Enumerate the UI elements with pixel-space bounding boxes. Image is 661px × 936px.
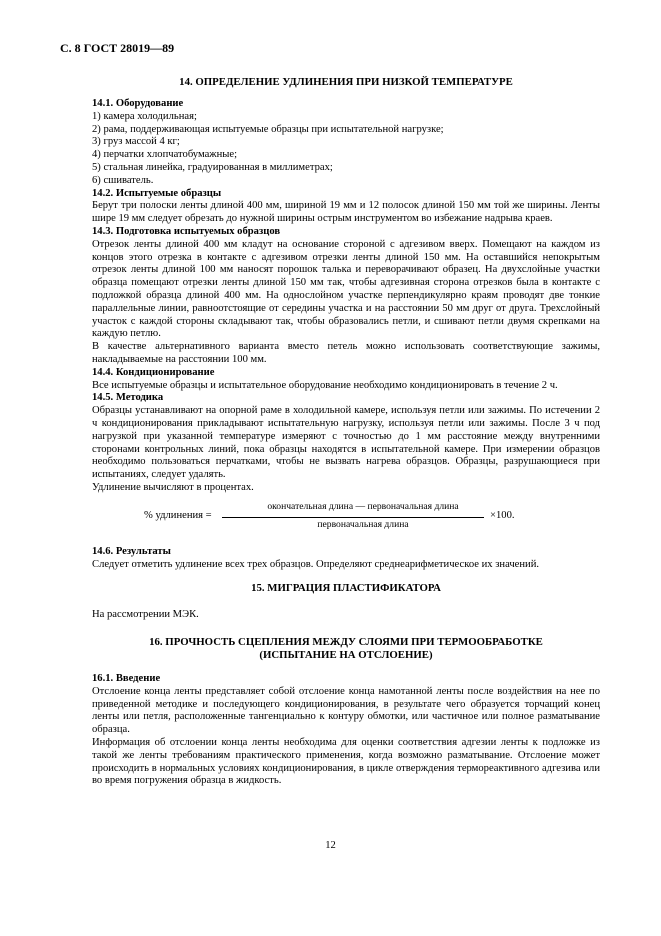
paragraph: Берут три полоски ленты длиной 400 мм, шириной 19 мм и 12 полосок длиной 150 мм той же ширины. Ленты шире 19 мм следует обрезать до нужной ширины острым инструментом во избежание надрыва краев. <box>92 200 600 225</box>
formula-lhs: % удлинения = <box>144 509 212 521</box>
section-16-title-line1: 16. ПРОЧНОСТЬ СЦЕПЛЕНИЯ МЕЖДУ СЛОЯМИ ПРИ ТЕРМООБРАБОТКЕ <box>149 636 543 649</box>
list-item: 5) стальная линейка, градуированная в миллиметрах; <box>92 161 333 173</box>
subsection-14-3-title: 14.3. Подготовка испытуемых образцов <box>92 225 281 237</box>
subsection-14-4-title: 14.4. Кондиционирование <box>92 366 215 378</box>
list-item: 4) перчатки хлопчатобумажные; <box>92 149 238 161</box>
subsection-16-1-title: 16.1. Введение <box>92 673 161 685</box>
subsection-14-6-title: 14.6. Результаты <box>92 545 171 557</box>
section-16-title-line2: (ИСПЫТАНИЕ НА ОТСЛОЕНИЕ) <box>259 649 433 662</box>
paragraph: Образцы устанавливают на опорной раме в холодильной камере, используя петли или зажимы. По истечении 2 ч кондиционирования прикладывают испытательную нагрузку, используя петли или зажимы. После 3 ч под нагрузкой при указанной температуре измеряют с точностью до 1 мм расстояние между внутренними сторонами контрольных линий, пока образцы находятся в испытательной камере. При измерении образцов необходимо пользоваться перчатками, чтобы не вызвать нагрева образцов. Образцы, разрушающиеся при испытаниях, следует удалять. <box>92 405 600 481</box>
page-content <box>92 76 600 788</box>
section-16-title <box>92 636 600 662</box>
list-item: 2) рама, поддерживающая испытуемые образцы при испытательной нагрузке; <box>92 123 444 135</box>
paragraph: Следует отметить удлинение всех трех образцов. Определяют среднеарифметическое их значений. <box>92 558 540 570</box>
formula-numerator: окончательная длина — первоначальная длина <box>267 500 459 512</box>
subsection-14-2-title: 14.2. Испытуемые образцы <box>92 187 222 199</box>
equipment-list <box>92 111 600 188</box>
list-item: 1) камера холодильная; <box>92 110 197 122</box>
running-head: С. 8 ГОСТ 28019—89 <box>60 41 175 55</box>
paragraph: Удлинение вычисляют в процентах. <box>92 481 254 493</box>
fraction-bar <box>222 517 484 518</box>
page-number: 12 <box>325 840 336 851</box>
formula-denominator: первоначальная длина <box>317 518 409 530</box>
paragraph: На рассмотрении МЭК. <box>92 609 199 621</box>
subsection-14-1-title: 14.1. Оборудование <box>92 98 184 109</box>
paragraph: В качестве альтернативного варианта вместо петель можно использовать соответствующие зажимы, накладываемые на расстоянии 100 мм. <box>92 341 600 365</box>
subsection-14-5-title: 14.5. Методика <box>92 392 164 404</box>
elongation-formula <box>92 501 600 541</box>
paragraph: Информация об отслоении конца ленты необходима для оценки соответствия адгезии ленты к подложке из такой же ленты требованиям практического применения, когда возможно разматывание. Отслоение может происходить в нормальных условиях кондиционирования, в цикле отверждения термореактивного адгезива или во время погружения образца в жидкость. <box>92 737 600 787</box>
section-15-title: 15. МИГРАЦИЯ ПЛАСТИФИКАТОРА <box>251 582 441 595</box>
paragraph: Все испытуемые образцы и испытательное оборудование необходимо кондиционировать в течение 2 ч. <box>92 379 558 391</box>
formula-multiplier: ×100. <box>490 509 515 521</box>
section-14-title: 14. ОПРЕДЕЛЕНИЕ УДЛИНЕНИЯ ПРИ НИЗКОЙ ТЕМПЕРАТУРЕ <box>179 76 513 88</box>
list-item: 3) груз массой 4 кг; <box>92 136 180 148</box>
paragraph: Отрезок ленты длиной 400 мм кладут на основание стороной с адгезивом вверх. Помещают на каждом из концов этого отрезка в контакте с адгезивом отрезки ленты длиной 150 мм. На оставшийся непокрытым отрезок ленты длиной 100 мм наносят порошок талька и переворачивают образец. На двухслойные участки образца помещают отрезки ленты длиной 150 мм так, чтобы адгезивная сторона отрезков была в контакте с подложкой образца длиной 400 мм. На однослойном участке перпендикулярно краям проводят две тонкие параллельные линии, равноотстоящие от середины участка и на расстоянии 50 мм друг от друга. Трехслойный участок с каждой стороны складывают так, чтобы образовались петли, и сшивают петли двумя скрепками на каждую петлю. <box>92 238 600 340</box>
paragraph: Отслоение конца ленты представляет собой отслоение конца намотанной ленты после воздействия на нее по приведенной методике и последующего кондиционирования, в результате чего образуется торчащий конец ленты или петля, расположенные тангенциально к контуру обмотки, или частичное или полное разматывание образца. <box>92 685 600 736</box>
list-item: 6) сшиватель. <box>92 174 154 186</box>
